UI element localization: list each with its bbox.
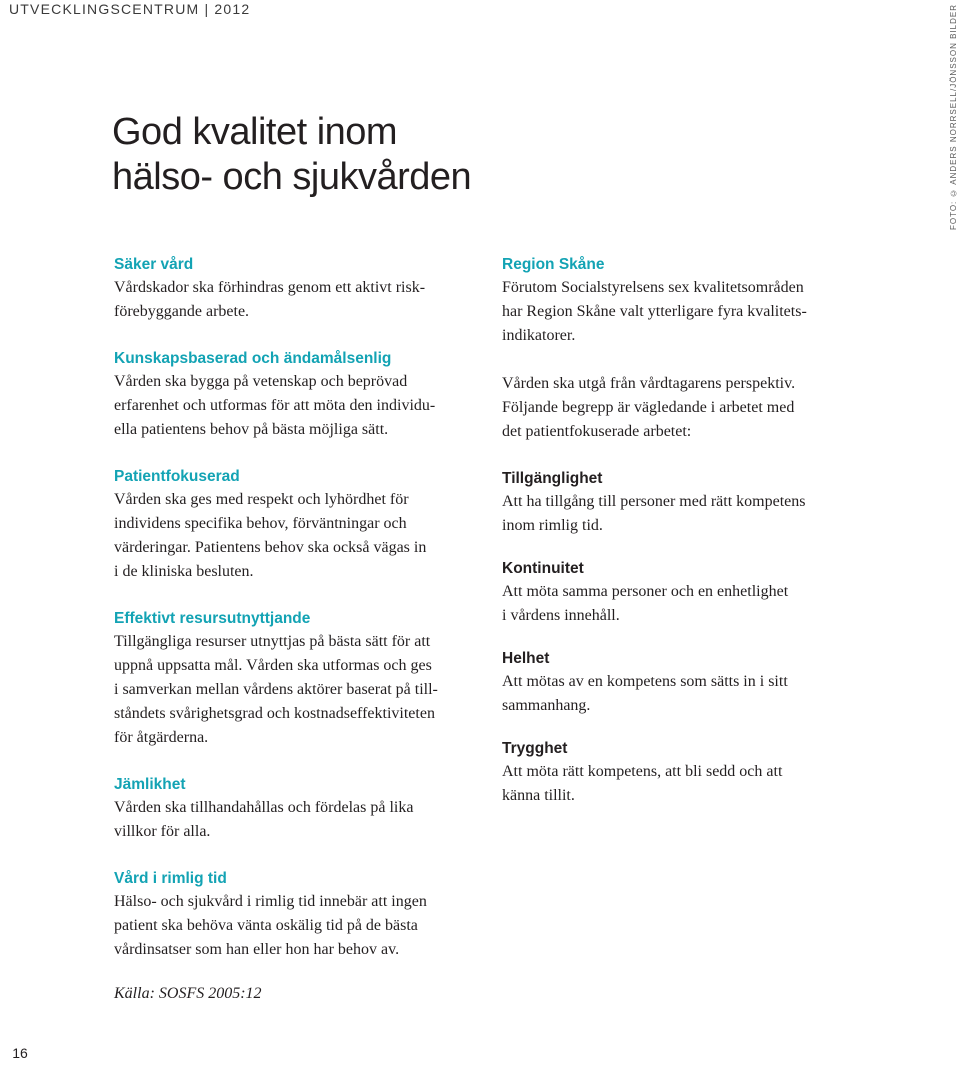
item-heading: Trygghet xyxy=(502,740,568,757)
item-text: Att möta rätt kompetens, att bli sedd och att känna tillit. xyxy=(502,763,783,804)
right-column xyxy=(502,254,862,808)
page-title: God kvalitet inom hälso- och sjukvården xyxy=(112,111,472,198)
section-heading: Säker vård xyxy=(114,256,194,273)
section-heading: Kunskapsbaserad och ändamålsenlig xyxy=(114,350,392,367)
left-column xyxy=(114,254,494,962)
section-heading: Jämlikhet xyxy=(114,776,186,793)
page-number: 16 xyxy=(12,1045,28,1061)
section-jamlikhet xyxy=(114,774,494,844)
running-header: UTVECKLINGSCENTRUM | 2012 xyxy=(9,1,251,17)
section-text: Vårdskador ska förhindras genom ett aktivt risk- förebyggande arbete. xyxy=(114,279,426,320)
item-text: Att ha tillgång till personer med rätt kompetens inom rimlig tid. xyxy=(502,493,806,534)
item-text: Att möta samma personer och en enhetlighet i vårdens innehåll. xyxy=(502,583,789,624)
section-heading: Region Skåne xyxy=(502,256,605,273)
section-text: Hälso- och sjukvård i rimlig tid innebär att ingen patient ska behöva vänta oskälig tid på de bästa vårdinsatser som han eller hon har behov av. xyxy=(114,893,427,958)
section-patientfokuserad xyxy=(114,466,494,584)
item-trygghet xyxy=(502,738,862,808)
section-heading: Effektivt resursutnyttjande xyxy=(114,610,311,627)
item-tillganglighet xyxy=(502,468,862,538)
photo-credit: FOTO: © ANDERS NORRSELL/JÖNSSON BILDER xyxy=(949,4,958,231)
item-text: Att mötas av en kompetens som sätts in i sitt sammanhang. xyxy=(502,673,788,714)
item-heading: Helhet xyxy=(502,650,550,667)
section-text: Vården ska tillhandahållas och fördelas på lika villkor för alla. xyxy=(114,799,414,840)
item-heading: Kontinuitet xyxy=(502,560,584,577)
section-saker-vard xyxy=(114,254,494,324)
section-text: Vården ska utgå från vårdtagarens perspektiv. Följande begrepp är vägledande i arbetet med det patientfokuserade arbetet: xyxy=(502,375,796,440)
section-heading: Patientfokuserad xyxy=(114,468,240,485)
item-heading: Tillgänglighet xyxy=(502,470,603,487)
section-text: Tillgängliga resurser utnyttjas på bästa sätt för att uppnå uppsatta mål. Vården ska utformas och ges i samverkan mellan vårdens aktörer baserat på till- ståndets svårighetsgrad och kostnadseffektiviteten för åtgärderna. xyxy=(114,633,438,746)
section-region-skane xyxy=(502,254,862,444)
section-heading: Vård i rimlig tid xyxy=(114,870,227,887)
section-kunskapsbaserad xyxy=(114,348,494,442)
source-citation: Källa: SOSFS 2005:12 xyxy=(114,985,262,1002)
section-text: Förutom Socialstyrelsens sex kvalitetsområden har Region Skåne valt ytterligare fyra kvalitets- indikatorer. xyxy=(502,279,807,344)
section-text: Vården ska ges med respekt och lyhördhet för individens specifika behov, förväntningar och värderingar. Patientens behov ska också vägas in i de kliniska besluten. xyxy=(114,491,427,580)
item-kontinuitet xyxy=(502,558,862,628)
section-text: Vården ska bygga på vetenskap och beprövad erfarenhet och utformas för att möta den individu- ella patientens behov på bästa möjliga sätt. xyxy=(114,373,436,438)
section-effektivt xyxy=(114,608,494,750)
item-helhet xyxy=(502,648,862,718)
section-vard-i-rimlig-tid xyxy=(114,868,494,962)
